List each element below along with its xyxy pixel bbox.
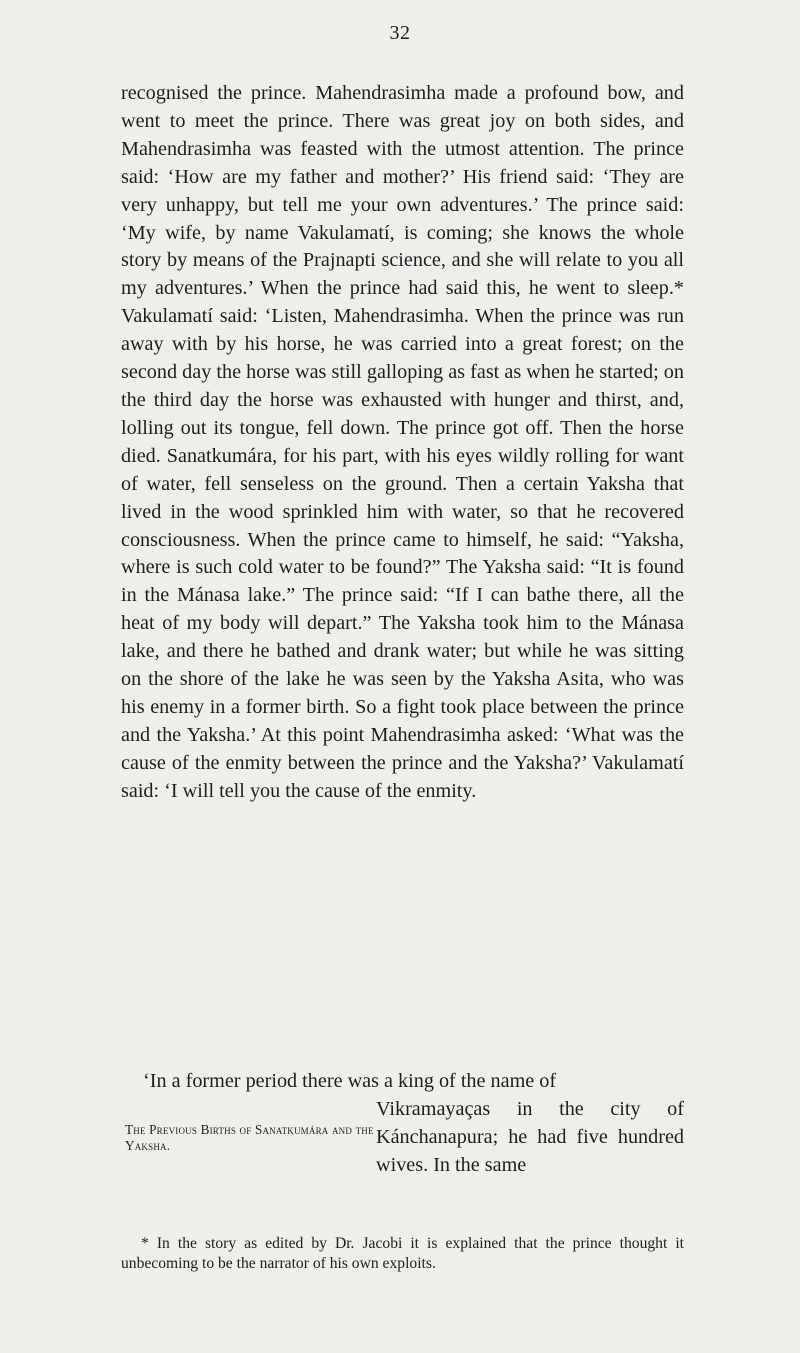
section-block xyxy=(121,1068,684,1180)
section-paragraph-continued: Vikramayaças in the city of Kánchanapura; he had five hundred wives. In the same xyxy=(376,1097,684,1176)
section-row xyxy=(121,1096,684,1180)
section-opening-line: ‘In a former period there was a king of the name of xyxy=(143,1070,557,1092)
margin-sidenote: The Previous Births of Sanatkumára and the Yaksha. xyxy=(125,1121,374,1153)
page-number: 32 xyxy=(389,22,411,44)
main-paragraph: recognised the prince. Mahendrasimha made a profound bow, and went to meet the prince. There was great joy on both sides, and Mahendrasimha was feasted with the utmost attention. The prince said: ‘How are my father and mother?’ His friend said: ‘They are very unhappy, but tell me your own adventures.’ The prince said: ‘My wife, by name Vakulamatí, is coming; she knows the whole story by means of the Prajnapti science, and she will relate to you all my adventures.’ When the prince had said this, he went to sleep.* Vakulamatí said: ‘Listen, Mahendrasimha. When the prince was run away with by his horse, he was carried into a great forest; on the second day the horse was still galloping as fast as when he started; on the third day the horse was exhausted with hunger and thirst, and, lolling out its tongue, fell down. The prince got off. Then the horse died. Sanatkumára, for his part, with his eyes wildly rolling for want of water, fell senseless on the ground. Then a certain Yaksha that lived in the wood sprinkled him with water, so that he recovered consciousness. When the prince came to himself, he said: “Yaksha, where is such cold water to be found?” The Yaksha said: “It is found in the Mánasa lake.” The prince said: “If I can bathe there, all the heat of my body will depart.” The Yaksha took him to the Mánasa lake, and there he bathed and drank water; but while he was sitting on the shore of the lake he was seen by the Yaksha Asita, who was his enemy in a former birth. So a fight took place between the prince and the Yaksha.’ At this point Mahendrasimha asked: ‘What was the cause of the enmity between the prince and the Yaksha?’ Vakulamatí said: ‘I will tell you the cause of the enmity. xyxy=(121,82,684,802)
footnote: * In the story as edited by Dr. Jacobi it is explained that the prince thought it unbecoming to be the narrator of his own exploits. xyxy=(121,1235,684,1272)
